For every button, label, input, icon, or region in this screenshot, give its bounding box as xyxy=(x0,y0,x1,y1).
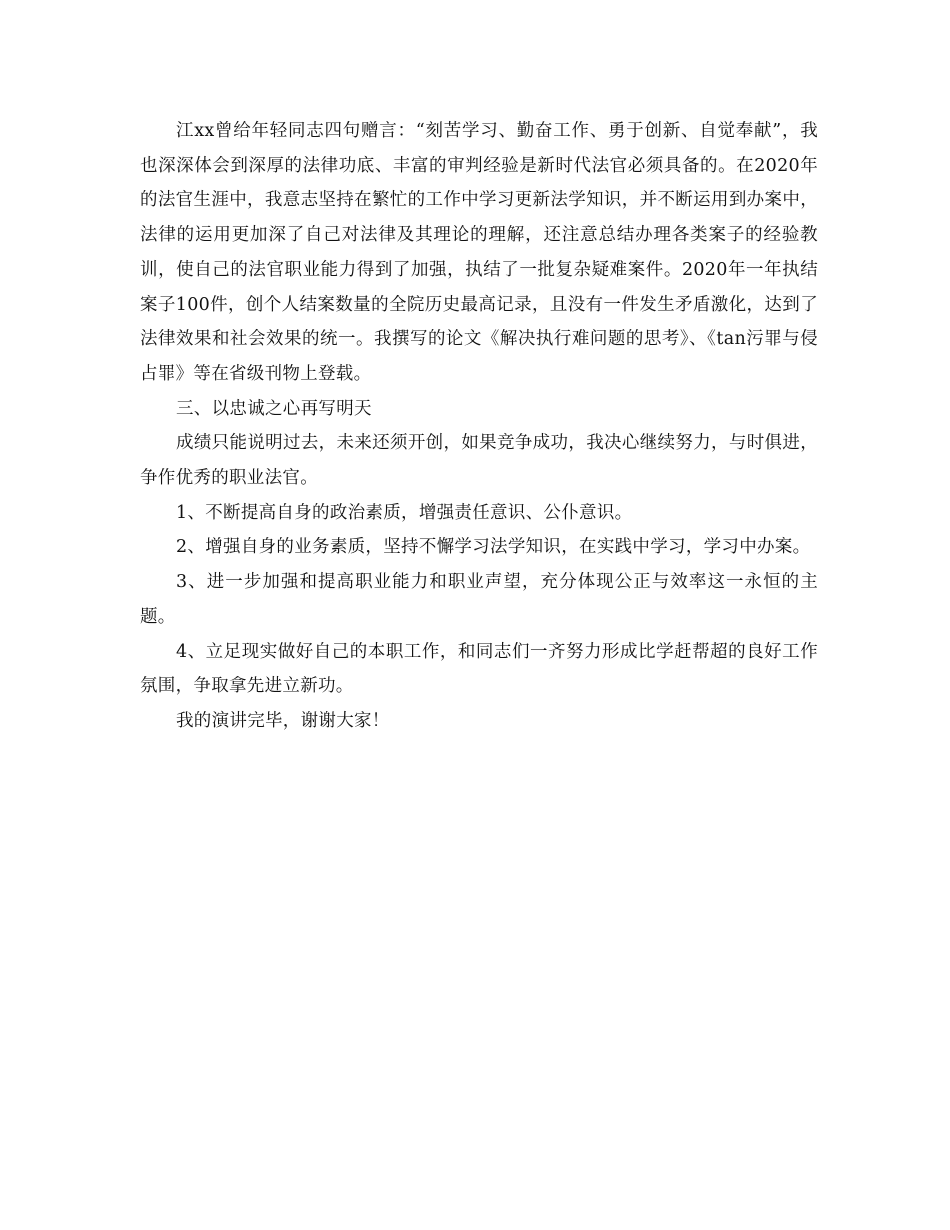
paragraph-future-resolve: 成绩只能说明过去，未来还须开创，如果竞争成功，我决心继续努力，与时俱进，争作优秀的职业法官。 xyxy=(140,433,818,489)
list-item-career-ability: 3、进一步加强和提高职业能力和职业声望，充分体现公正与效率这一永恒的主题。 xyxy=(140,572,818,627)
list-item-professional-quality: 2、增强自身的业务素质，坚持不懈学习法学知识，在实践中学习，学习中办案。 xyxy=(176,537,811,558)
closing-remark: 我的演讲完毕，谢谢大家！ xyxy=(176,710,390,731)
document-body xyxy=(140,114,818,739)
section-heading-three: 三、以忠诚之心再写明天 xyxy=(176,398,372,419)
list-item-daily-work: 4、立足现实做好自己的本职工作，和同志们一齐努力形成比学赶帮超的良好工作氛围，争取拿先进立新功。 xyxy=(140,641,818,697)
list-item-political-quality: 1、不断提高自身的政治素质，增强责任意识、公仆意识。 xyxy=(176,502,633,523)
paragraph-achievements: 江xx曾给年轻同志四句赠言：“刻苦学习、勤奋工作、勇于创新、自觉奉献”，我也深深体会到深厚的法律功底、丰富的审判经验是新时代法官必须具备的。在2020年的法官生涯中，我意志坚持在繁忙的工作中学习更新法学知识，并不断运用到办案中，法律的运用更加深了自己对法律及其理论的理解，还注意总结办理各类案子的经验教训，使自己的法官职业能力得到了加强，执结了一批复杂疑难案件。2020年一年执结案子100件，创个人结案数量的全院历史最高记录，且没有一件发生矛盾激化，达到了法律效果和社会效果的统一。我撰写的论文《解决执行难问题的思考》、《tan污罪与侵占罪》等在省级刊物上登载。 xyxy=(140,121,818,384)
